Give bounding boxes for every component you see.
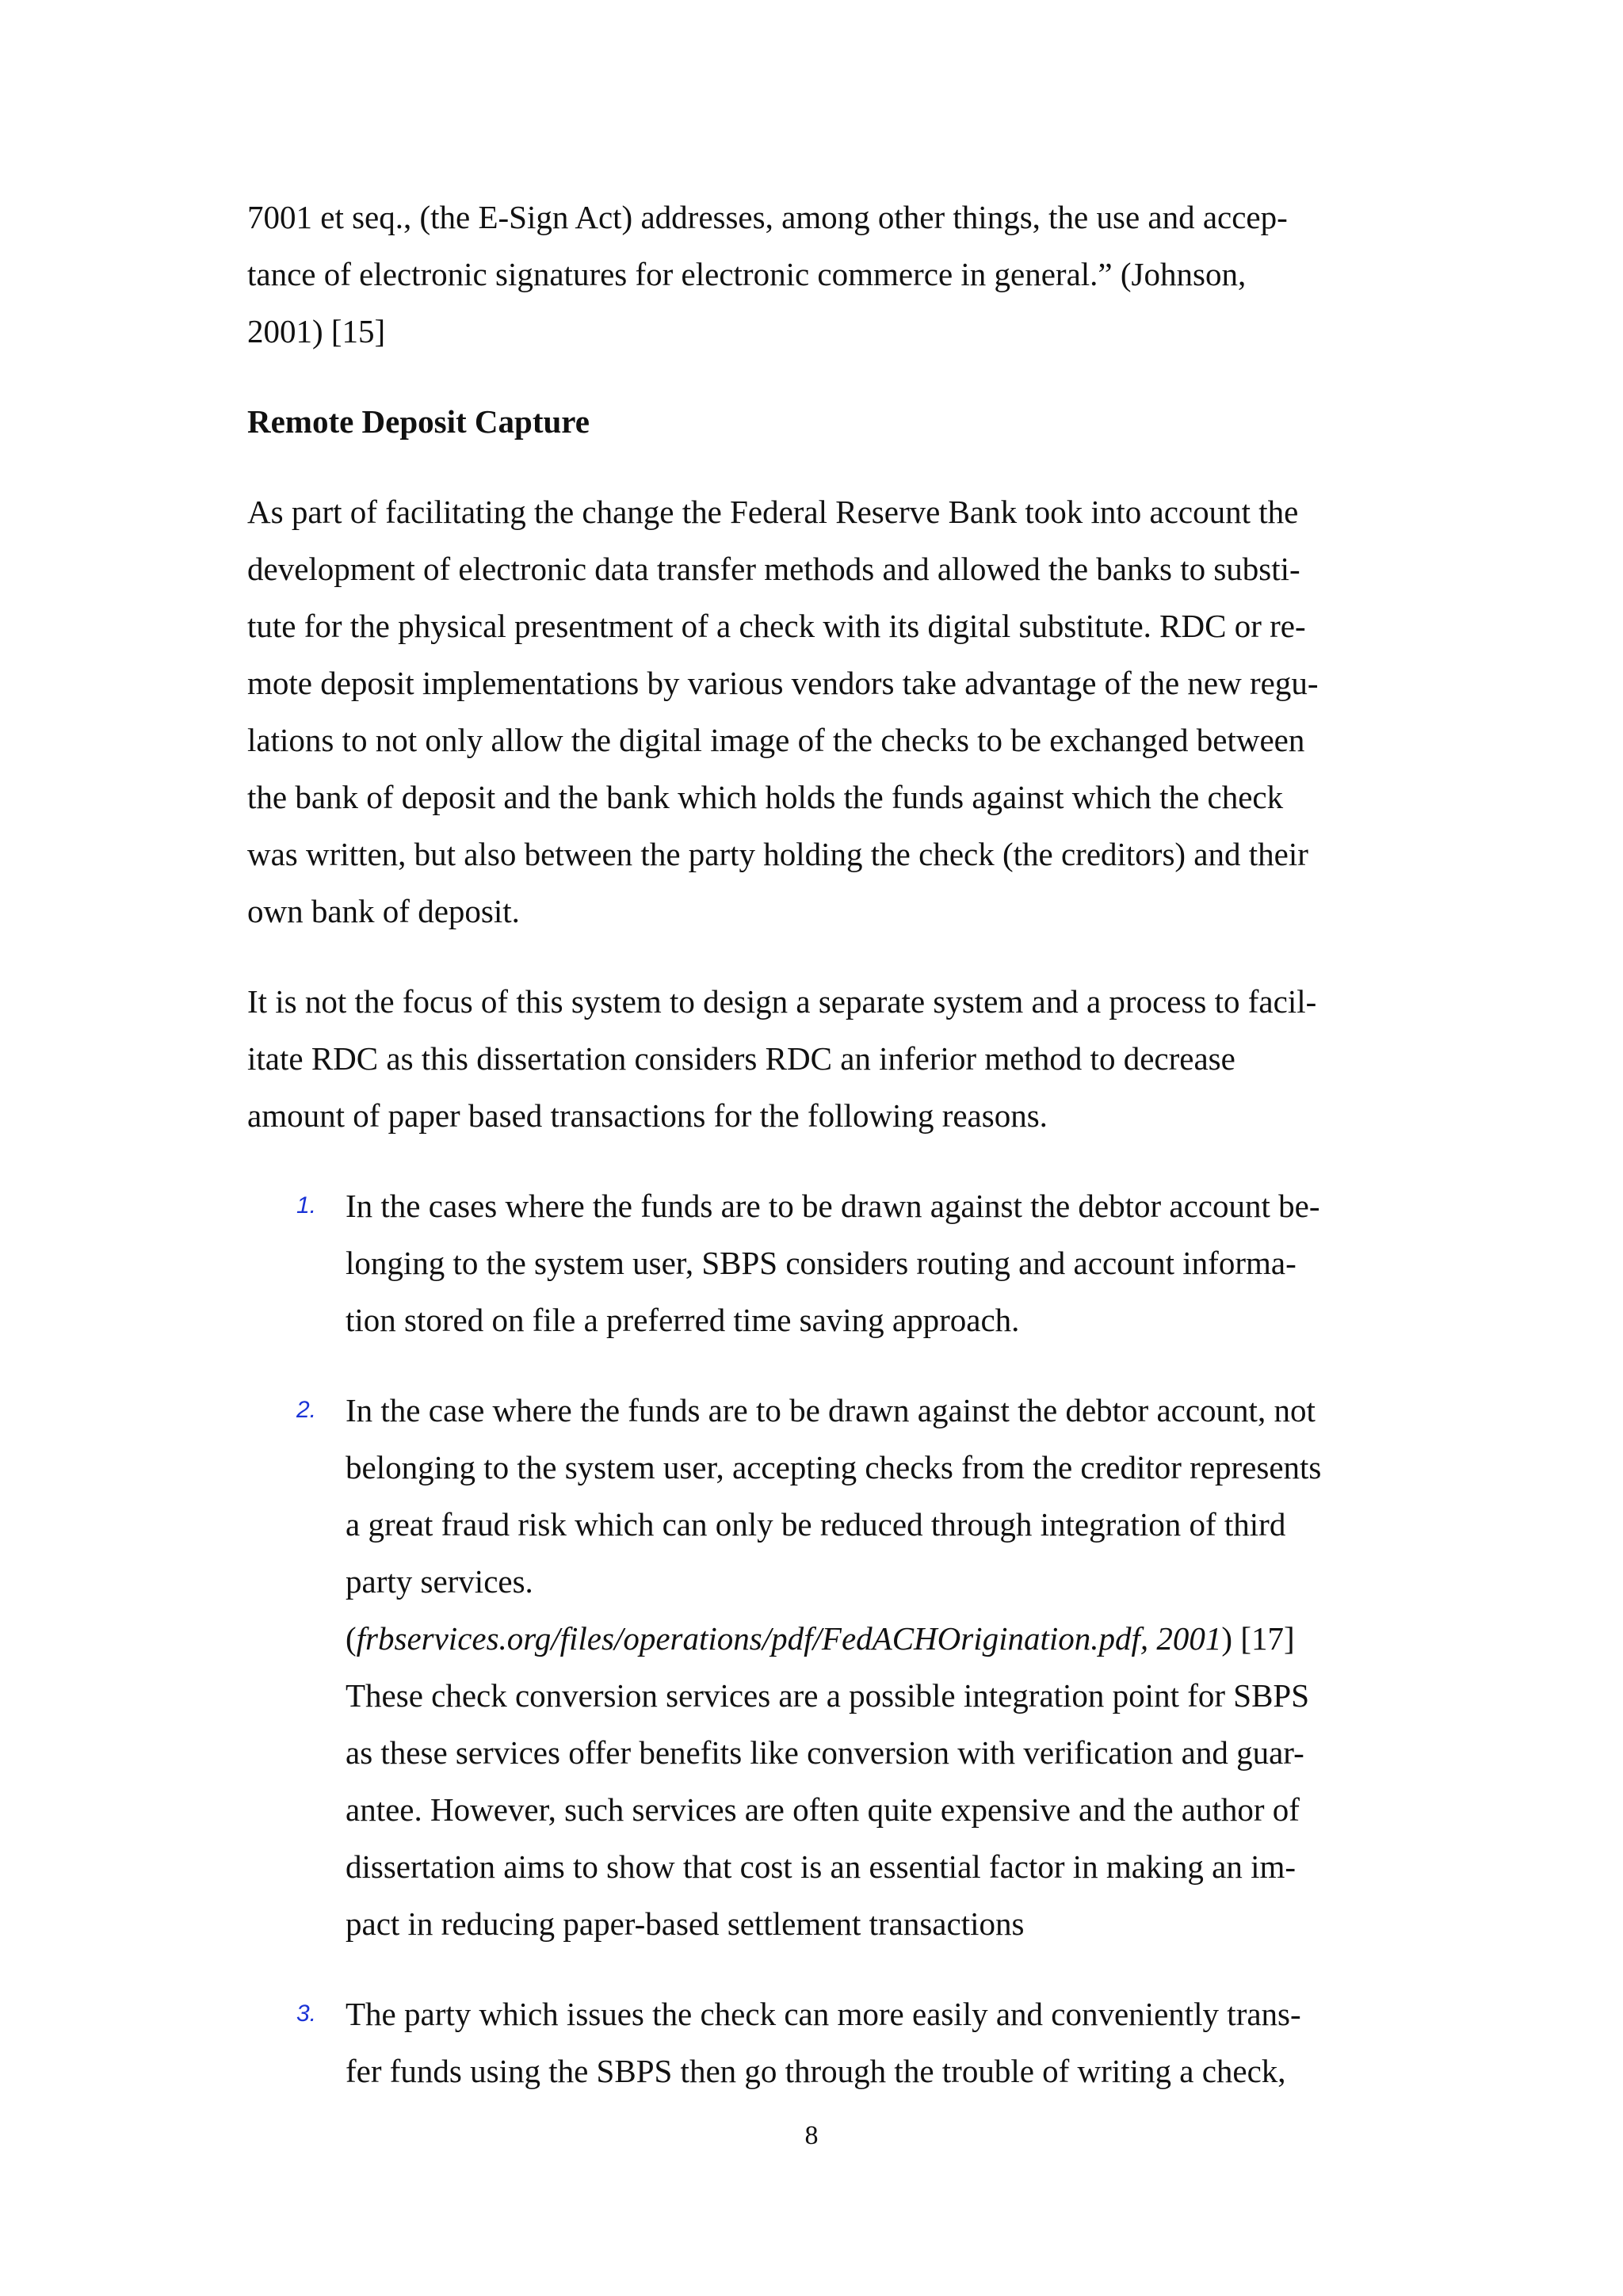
list-item [247,1382,1341,1952]
paragraph-line: was written, but also between the party holding the check (the creditors) and their [247,836,1308,872]
citation-line [346,1610,1341,1667]
list-item-line: The party which issues the check can more easily and conveniently trans- [346,1996,1301,2032]
list-number: 2. [296,1397,317,1423]
list-number: 1. [296,1192,317,1219]
citation-source: frbservices.org/files/operations/pdf/FedACHOrigination.pdf, 2001 [356,1620,1222,1657]
list-item-line: antee. However, such services are often quite expensive and the author of [346,1791,1300,1828]
list-item-line: belonging to the system user, accepting checks from the creditor represents [346,1449,1322,1486]
rdc-paragraph [247,483,1341,940]
list-item-line: fer funds using the SBPS then go through the trouble of writing a check, [346,2053,1286,2089]
paragraph-line: mote deposit implementations by various vendors take advantage of the new regu- [247,665,1319,701]
list-item-line: party services. [346,1563,533,1600]
list-item-line: dissertation aims to show that cost is an essential factor in making an im- [346,1848,1296,1885]
paragraph-line: amount of paper based transactions for the following reasons. [247,1097,1048,1134]
list-item-line: a great fraud risk which can only be reduced through integration of third [346,1506,1286,1543]
paragraph-line: the bank of deposit and the bank which holds the funds against which the check [247,779,1284,815]
paragraph-line: itate RDC as this dissertation considers RDC an inferior method to decrease [247,1040,1235,1077]
paragraph-line: As part of facilitating the change the Federal Reserve Bank took into account the [247,494,1299,530]
list-item-line: These check conversion services are a possible integration point for SBPS [346,1677,1310,1714]
list-item-line: In the case where the funds are to be drawn against the debtor account, not [346,1392,1316,1428]
intro-paragraph [247,189,1341,360]
citation-open: ( [346,1620,357,1657]
section-heading: Remote Deposit Capture [247,403,590,440]
reasons-list [247,1177,1341,2100]
focus-paragraph [247,973,1341,1144]
paragraph-line: tute for the physical presentment of a check with its digital substitute. RDC or re- [247,608,1306,644]
list-item-line: longing to the system user, SBPS considers routing and account informa- [346,1245,1296,1281]
list-item [247,1177,1341,1348]
list-item-line: as these services offer benefits like conversion with verification and guar- [346,1734,1304,1771]
paragraph-line: lations to not only allow the digital image of the checks to be exchanged between [247,722,1305,758]
intro-line: 2001) [15] [247,313,386,349]
paragraph-line: own bank of deposit. [247,893,520,929]
page-number: 8 [804,2121,819,2150]
paragraph-line: development of electronic data transfer methods and allowed the banks to substi- [247,551,1300,587]
list-item [247,1985,1341,2100]
list-item-line: pact in reducing paper-based settlement transactions [346,1905,1025,1942]
paragraph-line: It is not the focus of this system to design a separate system and a process to facil- [247,983,1317,1020]
list-number: 3. [296,2000,317,2027]
list-item-line: tion stored on file a preferred time saving approach. [346,1302,1020,1338]
intro-line: 7001 et seq., (the E-Sign Act) addresses, among other things, the use and accep- [247,199,1288,235]
list-item-line: In the cases where the funds are to be drawn against the debtor account be- [346,1188,1320,1224]
intro-line: tance of electronic signatures for electronic commerce in general.” (Johnson, [247,256,1247,292]
citation-close: ) [17] [1221,1620,1295,1657]
page-content [247,189,1341,2100]
